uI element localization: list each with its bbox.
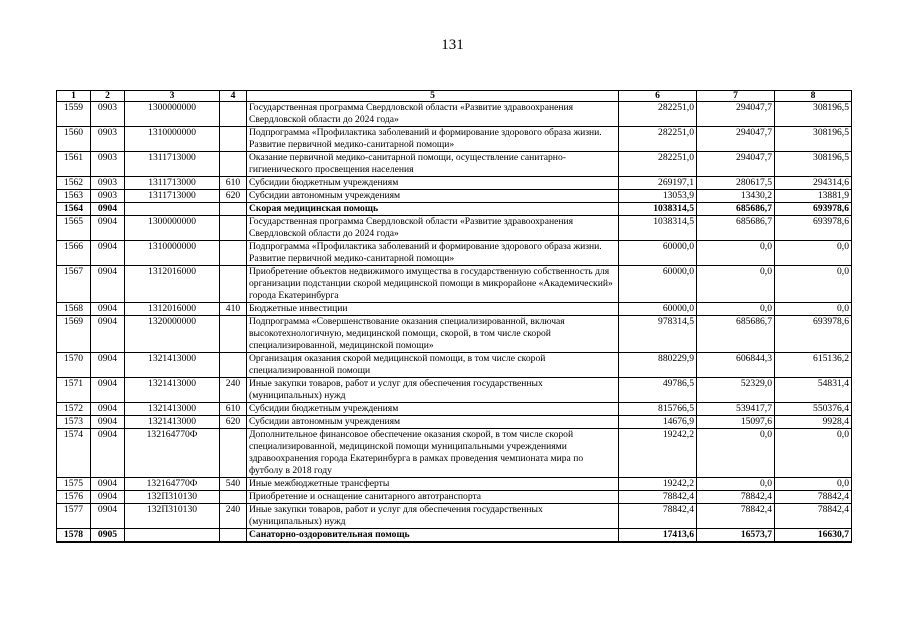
column-header-expense-type: 4: [220, 91, 247, 102]
table-row: [57, 504, 852, 529]
item-name-cell: Оказание первичной медико-санитарной помощи, осуществление санитарно-гигиенического просвещения населения: [247, 152, 619, 177]
expense-type-cell: [220, 353, 247, 378]
row-number-cell: 1567: [57, 266, 91, 303]
amount-3-cell: 78842,4: [775, 504, 852, 529]
section-code-cell: 0904: [91, 303, 125, 316]
amount-3-cell: 615136,2: [775, 353, 852, 378]
expense-type-cell: [220, 266, 247, 303]
table-row: [57, 203, 852, 216]
item-name-cell: Подпрограмма «Совершенствование оказания специализированной, включая высокотехнологичную, медицинской помощи, скорой, в том числе скорой специализированной, медицинской помощи»: [247, 316, 619, 353]
row-number-cell: 1571: [57, 378, 91, 403]
section-code-cell: 0904: [91, 216, 125, 241]
row-number-cell: 1559: [57, 102, 91, 127]
amount-2-cell: 294047,7: [697, 152, 775, 177]
target-article-cell: 1310000000: [125, 127, 220, 152]
amount-1-cell: 19242,2: [619, 478, 697, 491]
target-article-cell: 1310000000: [125, 241, 220, 266]
amount-3-cell: 54831,4: [775, 378, 852, 403]
item-name-cell: Субсидии автономным учреждениям: [247, 416, 619, 429]
row-number-cell: 1561: [57, 152, 91, 177]
expense-type-cell: [220, 216, 247, 241]
table-row: [57, 216, 852, 241]
amount-2-cell: 280617,5: [697, 177, 775, 190]
amount-1-cell: 978314,5: [619, 316, 697, 353]
target-article-cell: 1300000000: [125, 102, 220, 127]
table-row: [57, 177, 852, 190]
expense-type-cell: [220, 102, 247, 127]
row-number-cell: 1563: [57, 190, 91, 203]
amount-2-cell: 685686,7: [697, 203, 775, 216]
amount-1-cell: 19242,2: [619, 429, 697, 478]
amount-3-cell: 78842,4: [775, 491, 852, 504]
row-number-cell: 1572: [57, 403, 91, 416]
table-row: [57, 529, 852, 543]
row-number-cell: 1576: [57, 491, 91, 504]
table-row: [57, 491, 852, 504]
section-code-cell: 0904: [91, 378, 125, 403]
column-header-section: 2: [91, 91, 125, 102]
table-row: [57, 478, 852, 491]
amount-1-cell: 60000,0: [619, 303, 697, 316]
row-number-cell: 1574: [57, 429, 91, 478]
target-article-cell: 132164770Ф: [125, 478, 220, 491]
amount-1-cell: 17413,6: [619, 529, 697, 543]
table-row: [57, 266, 852, 303]
row-number-cell: 1564: [57, 203, 91, 216]
table-row: [57, 353, 852, 378]
amount-2-cell: 78842,4: [697, 504, 775, 529]
amount-3-cell: 0,0: [775, 303, 852, 316]
table-row: [57, 303, 852, 316]
amount-1-cell: 880229,9: [619, 353, 697, 378]
table-row: [57, 378, 852, 403]
row-number-cell: 1566: [57, 241, 91, 266]
amount-2-cell: 0,0: [697, 303, 775, 316]
amount-2-cell: 0,0: [697, 266, 775, 303]
expense-type-cell: [220, 529, 247, 543]
target-article-cell: 1320000000: [125, 316, 220, 353]
section-code-cell: 0904: [91, 266, 125, 303]
amount-1-cell: 60000,0: [619, 266, 697, 303]
amount-1-cell: 282251,0: [619, 152, 697, 177]
amount-1-cell: 282251,0: [619, 127, 697, 152]
section-code-cell: 0904: [91, 403, 125, 416]
item-name-cell: Дополнительное финансовое обеспечение оказания скорой, в том числе скорой специализированной, медицинской помощи муниципальными учреждениями здравоохранения города Екатеринбурга в рамках проведения чемпионата мира по футболу в 2018 году: [247, 429, 619, 478]
amount-3-cell: 0,0: [775, 266, 852, 303]
amount-3-cell: 693978,6: [775, 316, 852, 353]
amount-2-cell: 294047,7: [697, 102, 775, 127]
target-article-cell: 1321413000: [125, 416, 220, 429]
item-name-cell: Государственная программа Свердловской области «Развитие здравоохранения Свердловской области до 2024 года»: [247, 216, 619, 241]
amount-1-cell: 815766,5: [619, 403, 697, 416]
table-row: [57, 102, 852, 127]
row-number-cell: 1570: [57, 353, 91, 378]
row-number-cell: 1565: [57, 216, 91, 241]
amount-2-cell: 294047,7: [697, 127, 775, 152]
target-article-cell: 1311713000: [125, 177, 220, 190]
amount-1-cell: 282251,0: [619, 102, 697, 127]
expense-type-cell: 240: [220, 378, 247, 403]
item-name-cell: Приобретение и оснащение санитарного автотранспорта: [247, 491, 619, 504]
table-body: [57, 102, 852, 543]
item-name-cell: Бюджетные инвестиции: [247, 303, 619, 316]
table-row: [57, 241, 852, 266]
page-number: 131: [441, 37, 464, 53]
expense-type-cell: 610: [220, 403, 247, 416]
amount-1-cell: 1038314,5: [619, 203, 697, 216]
expense-type-cell: [220, 316, 247, 353]
table-row: [57, 429, 852, 478]
table-row: [57, 152, 852, 177]
item-name-cell: Подпрограмма «Профилактика заболеваний и формирование здорового образа жизни. Развитие первичной медико-санитарной помощи»: [247, 241, 619, 266]
amount-3-cell: 308196,5: [775, 127, 852, 152]
amount-3-cell: 0,0: [775, 478, 852, 491]
amount-1-cell: 60000,0: [619, 241, 697, 266]
item-name-cell: Иные закупки товаров, работ и услуг для обеспечения государственных (муниципальных) нужд: [247, 378, 619, 403]
target-article-cell: [125, 529, 220, 543]
row-number-cell: 1573: [57, 416, 91, 429]
section-code-cell: 0904: [91, 504, 125, 529]
target-article-cell: 1321413000: [125, 378, 220, 403]
target-article-cell: 1321413000: [125, 353, 220, 378]
row-number-cell: 1568: [57, 303, 91, 316]
amount-1-cell: 78842,4: [619, 491, 697, 504]
amount-1-cell: 49786,5: [619, 378, 697, 403]
amount-2-cell: 78842,4: [697, 491, 775, 504]
column-header-amount-2: 7: [697, 91, 775, 102]
row-number-cell: 1562: [57, 177, 91, 190]
amount-3-cell: 13881,9: [775, 190, 852, 203]
item-name-cell: Приобретение объектов недвижимого имущества в государственную собственность для организации подстанции скорой медицинской помощи в микрорайоне «Академический» города Екатеринбурга: [247, 266, 619, 303]
amount-2-cell: 0,0: [697, 241, 775, 266]
target-article-cell: 132П310130: [125, 491, 220, 504]
expense-type-cell: [220, 491, 247, 504]
expense-type-cell: [220, 203, 247, 216]
section-code-cell: 0904: [91, 203, 125, 216]
section-code-cell: 0904: [91, 491, 125, 504]
table-row: [57, 316, 852, 353]
expense-type-cell: [220, 429, 247, 478]
amount-1-cell: 269197,1: [619, 177, 697, 190]
amount-3-cell: 294314,6: [775, 177, 852, 190]
section-code-cell: 0904: [91, 429, 125, 478]
item-name-cell: Организация оказания скорой медицинской помощи, в том числе скорой специализированной помощи: [247, 353, 619, 378]
section-code-cell: 0903: [91, 102, 125, 127]
amount-2-cell: 13430,2: [697, 190, 775, 203]
target-article-cell: 1321413000: [125, 403, 220, 416]
row-number-cell: 1577: [57, 504, 91, 529]
row-number-cell: 1560: [57, 127, 91, 152]
section-code-cell: 0903: [91, 152, 125, 177]
item-name-cell: Санаторно-оздоровительная помощь: [247, 529, 619, 543]
table-row: [57, 403, 852, 416]
expense-type-cell: 240: [220, 504, 247, 529]
amount-1-cell: 13053,9: [619, 190, 697, 203]
amount-3-cell: 9928,4: [775, 416, 852, 429]
amount-3-cell: 693978,6: [775, 203, 852, 216]
table-row: [57, 127, 852, 152]
amount-1-cell: 1038314,5: [619, 216, 697, 241]
item-name-cell: Подпрограмма «Профилактика заболеваний и формирование здорового образа жизни. Развитие первичной медико-санитарной помощи»: [247, 127, 619, 152]
expense-type-cell: [220, 152, 247, 177]
amount-3-cell: 693978,6: [775, 216, 852, 241]
column-header-name: 5: [247, 91, 619, 102]
expense-type-cell: 540: [220, 478, 247, 491]
section-code-cell: 0903: [91, 127, 125, 152]
row-number-cell: 1569: [57, 316, 91, 353]
row-number-cell: 1575: [57, 478, 91, 491]
target-article-cell: 1311713000: [125, 190, 220, 203]
target-article-cell: 132П310130: [125, 504, 220, 529]
section-code-cell: 0904: [91, 316, 125, 353]
target-article-cell: 1312016000: [125, 303, 220, 316]
amount-3-cell: 308196,5: [775, 152, 852, 177]
target-article-cell: 1311713000: [125, 152, 220, 177]
expense-type-cell: [220, 127, 247, 152]
item-name-cell: Субсидии бюджетным учреждениям: [247, 177, 619, 190]
amount-1-cell: 14676,9: [619, 416, 697, 429]
amount-3-cell: 16630,7: [775, 529, 852, 543]
table-row: [57, 416, 852, 429]
amount-2-cell: 685686,7: [697, 216, 775, 241]
amount-2-cell: 16573,7: [697, 529, 775, 543]
amount-3-cell: 308196,5: [775, 102, 852, 127]
column-header-row-number: 1: [57, 91, 91, 102]
item-name-cell: Субсидии автономным учреждениям: [247, 190, 619, 203]
amount-2-cell: 685686,7: [697, 316, 775, 353]
target-article-cell: 132164770Ф: [125, 429, 220, 478]
amount-2-cell: 539417,7: [697, 403, 775, 416]
item-name-cell: Государственная программа Свердловской области «Развитие здравоохранения Свердловской области до 2024 года»: [247, 102, 619, 127]
budget-table: [56, 90, 852, 543]
amount-3-cell: 0,0: [775, 429, 852, 478]
expense-type-cell: 620: [220, 190, 247, 203]
amount-2-cell: 15097,6: [697, 416, 775, 429]
column-header-amount-3: 8: [775, 91, 852, 102]
section-code-cell: 0903: [91, 177, 125, 190]
amount-3-cell: 550376,4: [775, 403, 852, 416]
table-row: [57, 190, 852, 203]
row-number-cell: 1578: [57, 529, 91, 543]
column-header-amount-1: 6: [619, 91, 697, 102]
section-code-cell: 0904: [91, 241, 125, 266]
item-name-cell: Субсидии бюджетным учреждениям: [247, 403, 619, 416]
expense-type-cell: [220, 241, 247, 266]
section-code-cell: 0905: [91, 529, 125, 543]
amount-2-cell: 52329,0: [697, 378, 775, 403]
amount-1-cell: 78842,4: [619, 504, 697, 529]
target-article-cell: 1312016000: [125, 266, 220, 303]
amount-3-cell: 0,0: [775, 241, 852, 266]
target-article-cell: 1300000000: [125, 216, 220, 241]
table-header-row: [57, 91, 852, 102]
expense-type-cell: 410: [220, 303, 247, 316]
expense-type-cell: 610: [220, 177, 247, 190]
section-code-cell: 0904: [91, 353, 125, 378]
amount-2-cell: 606844,3: [697, 353, 775, 378]
item-name-cell: Скорая медицинская помощь: [247, 203, 619, 216]
section-code-cell: 0904: [91, 416, 125, 429]
item-name-cell: Иные межбюджетные трансферты: [247, 478, 619, 491]
amount-2-cell: 0,0: [697, 429, 775, 478]
expense-type-cell: 620: [220, 416, 247, 429]
section-code-cell: 0904: [91, 478, 125, 491]
amount-2-cell: 0,0: [697, 478, 775, 491]
section-code-cell: 0903: [91, 190, 125, 203]
target-article-cell: [125, 203, 220, 216]
column-header-target-article: 3: [125, 91, 220, 102]
item-name-cell: Иные закупки товаров, работ и услуг для обеспечения государственных (муниципальных) нужд: [247, 504, 619, 529]
